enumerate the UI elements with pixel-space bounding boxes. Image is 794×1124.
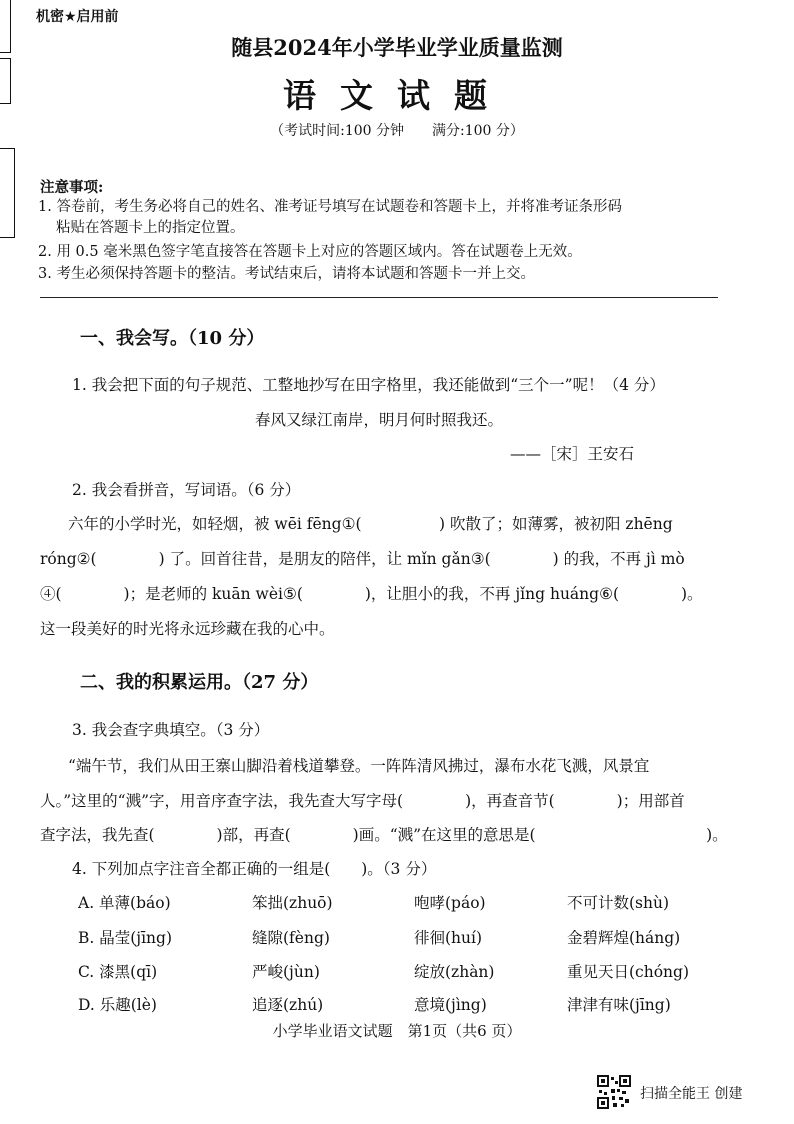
q2-text: ④( )；是老师的 kuān wèi⑤( )，让胆小的我，不再 jǐng huáng⑥( )。 (40, 585, 703, 603)
poem-author: ——［宋］王安石 (510, 445, 635, 463)
qr-code-icon (597, 1075, 631, 1109)
exam-title: 随县2024年小学毕业学业质量监测 (231, 35, 563, 60)
q3-text: 人。”这里的“溅”字，用音序查字法，我先查大写字母( )，再查音节( )；用部首 (40, 792, 685, 810)
divider (40, 297, 718, 298)
option-a1: A. 单薄(báo) (78, 894, 171, 912)
question-2: 2. 我会看拼音，写词语。（6 分） (72, 481, 301, 499)
notice-item: 2. 用 0.5 毫米黑色签字笔直接答在答题卡上对应的答题区域内。答在试题卷上无效。 (38, 244, 582, 260)
option-a2: 笨拙(zhuō) (252, 894, 333, 912)
binding-mark-low (0, 148, 15, 238)
poem-line: 春风又绿江南岸，明月何时照我还。 (255, 411, 504, 429)
notice-title: 注意事项: (40, 179, 104, 196)
option-a4: 不可计数(shù) (567, 894, 670, 912)
question-3: 3. 我会查字典填空。（3 分） (72, 721, 270, 739)
option-b1: B. 晶莹(jīng) (78, 929, 173, 947)
page-footer: 小学毕业语文试题 第1页（共6 页） (272, 1022, 522, 1040)
option-c4: 重见天日(chóng) (567, 963, 689, 981)
option-c3: 绽放(zhàn) (414, 963, 495, 981)
notice-item: 3. 考生必须保持答题卡的整洁。考试结束后，请将本试题和答题卡一并上交。 (38, 266, 535, 282)
section-heading: 二、我的积累运用。（27 分） (80, 672, 319, 693)
option-d1: D. 乐趣(lè) (78, 996, 157, 1014)
section-heading: 一、我会写。（10 分） (80, 328, 265, 349)
scanner-watermark: 扫描全能王 创建 (640, 1086, 743, 1102)
option-d2: 追逐(zhú) (252, 996, 324, 1014)
option-d4: 津津有味(jīng) (567, 996, 671, 1014)
question-1: 1. 我会把下面的句子规范、工整地抄写在田字格里，我还能做到“三个一”呢！（4 分） (72, 376, 665, 394)
q2-text: 这一段美好的时光将永远珍藏在我的心中。 (40, 620, 335, 638)
option-c2: 严峻(jùn) (252, 963, 320, 981)
notice-item: 1. 答卷前，考生务必将自己的姓名、准考证号填写在试题卷和答题卡上，并将准考证条形码 (38, 199, 622, 215)
notice-item: 粘贴在答题卡上的指定位置。 (56, 220, 245, 236)
secret-label: 机密★启用前 (36, 9, 119, 25)
option-a3: 咆哮(páo) (414, 894, 486, 912)
option-b4: 金碧辉煌(háng) (567, 929, 681, 947)
q2-text: 六年的小学时光，如轻烟，被 wēi fēng①( ) 吹散了；如薄雾，被初阳 zhēng (68, 515, 673, 533)
question-4: 4. 下列加点字注音全都正确的一组是( )。（3 分） (72, 860, 437, 878)
option-b2: 缝隙(fèng) (252, 929, 330, 947)
option-d3: 意境(jìng) (414, 996, 487, 1014)
q3-text: 查字法，我先查( )部，再查( )画。“溅”在这里的意思是( )。 (40, 826, 728, 844)
subject-title: 语文试题 (283, 76, 511, 115)
q3-text: “端午节，我们从田王寨山脚沿着栈道攀登。一阵阵清风拂过，瀑布水花飞溅，风景宜 (68, 757, 650, 775)
option-c1: C. 漆黑(qī) (78, 963, 158, 981)
option-b3: 徘徊(huí) (414, 929, 483, 947)
q2-text: róng②( ) 了。回首往昔，是朋友的陪伴，让 mǐn gǎn③( ) 的我，不再 jì mò (40, 550, 685, 568)
exam-info: （考试时间:100 分钟 满分:100 分） (270, 123, 524, 139)
